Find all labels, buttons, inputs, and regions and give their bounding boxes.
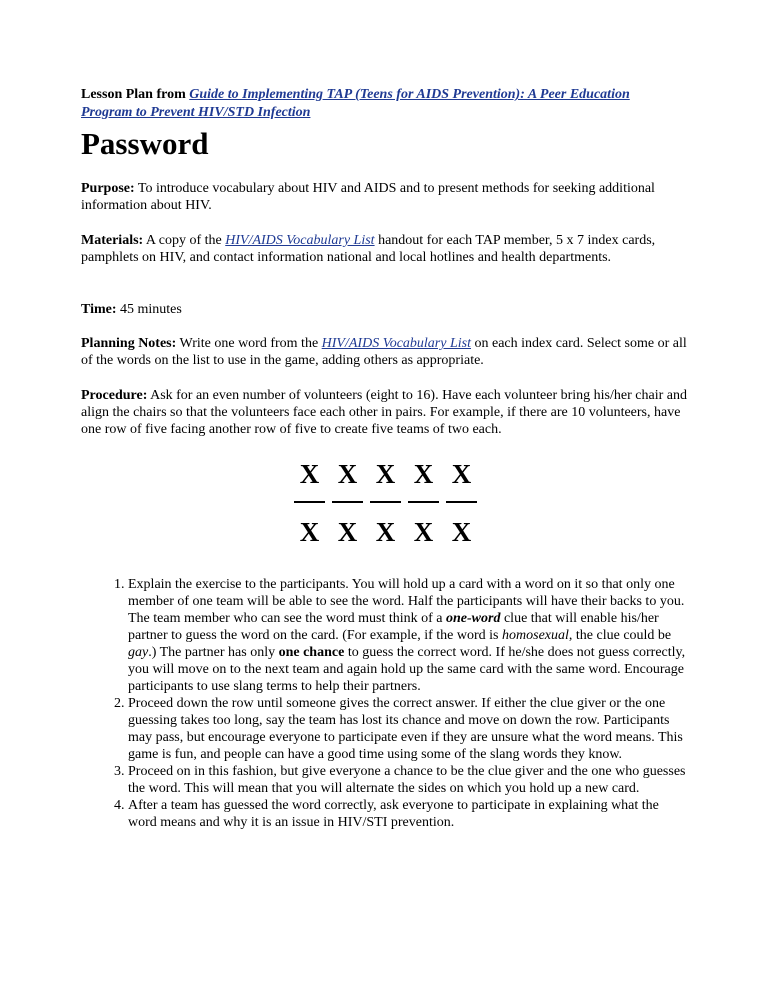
step-4: 4. After a team has guessed the word correctly, ask everyone to participate in explaining what the word means and why it is an issue in HIV/STI prevention. (128, 797, 687, 831)
page-title: Password (81, 126, 209, 161)
seat-x: X (299, 517, 320, 547)
purpose-paragraph: Purpose: To introduce vocabulary about HIV and AIDS and to present methods for seeking additional information about HIV. (81, 181, 655, 213)
seating-diagram (294, 460, 477, 546)
seat-x: X (413, 517, 434, 547)
step-3: 3. Proceed on in this fashion, but give everyone a chance to be the clue giver and the one who guesses the word. This will mean that you will alternate the sides on which you hold up a new card. (128, 763, 687, 797)
planning-notes-paragraph: Planning Notes: Write one word from the HIV/AIDS Vocabulary List on each index card. Select some or all of the words on the list to use in the game, adding others as appropriate. (81, 336, 687, 368)
seat-x: X (337, 517, 358, 547)
seat-x: X (299, 459, 320, 489)
divider-line (332, 501, 363, 518)
seat-x: X (375, 459, 396, 489)
vocabulary-list-link[interactable]: HIV/AIDS Vocabulary List (225, 233, 375, 248)
seating-row-top (294, 460, 477, 488)
seat-x: X (451, 517, 472, 547)
document-page (81, 72, 687, 830)
materials-label: Materials: (81, 233, 144, 248)
materials-paragraph: Materials: A copy of the HIV/AIDS Vocabulary List handout for each TAP member, 5 x 7 index cards, pamphlets on HIV, and contact information national and local hotlines and health departments. (81, 233, 656, 265)
header-prefix: Lesson Plan from (81, 87, 190, 102)
seat-x: X (337, 459, 358, 489)
vocabulary-list-link-2[interactable]: HIV/AIDS Vocabulary List (321, 336, 471, 351)
purpose-label: Purpose: (81, 181, 135, 196)
procedure-paragraph: Procedure: Ask for an even number of volunteers (eight to 16). Have each volunteer bring his/her chair and align the chairs so that the volunteers face each other in pairs. For example, if there are 10 volunteers, have one row of five facing another row of five to create five teams of two each. (81, 388, 687, 437)
seat-x: X (375, 517, 396, 547)
step-1: 1. Explain the exercise to the participants. You will hold up a card with a word on it so that only one member of one team will be able to see the word. Half the participants will have their backs to you. The team member who can see the word must think of a one-word clue that will enable his/her partner to guess the word on the card. (For example, if the word is homosexual, the clue could be gay.) The partner has only one chance to guess the correct word. If he/she does not guess correctly, you will move on to the next team and again hold up the same card with the same word. Encourage participants to use slang terms to help their partners. (128, 576, 687, 695)
procedure-label: Procedure: (81, 388, 148, 403)
step-2: 2. Proceed down the row until someone gives the correct answer. If either the clue giver or the one guessing takes too long, say the team has lost its chance and move on down the row. Participants may pass, but encourage everyone to participate even if they are unsure what the word means. This game is fun, and people can have a good time using some of the slang words they know. (128, 695, 687, 763)
time-paragraph: Time: 45 minutes (81, 302, 182, 317)
time-label: Time: (81, 302, 117, 317)
seat-x: X (451, 459, 472, 489)
planning-notes-label: Planning Notes: (81, 336, 177, 351)
seating-row-bottom (294, 518, 477, 546)
divider-line (446, 501, 477, 518)
guide-link[interactable]: Guide to Implementing TAP (Teens for AIDS Prevention): A Peer Education Program to Prevent HIV/STD Infection (81, 87, 630, 120)
divider-line (370, 501, 401, 518)
seat-x: X (413, 459, 434, 489)
divider-line (294, 501, 325, 518)
lesson-plan-header (81, 86, 687, 122)
seating-divider (294, 488, 477, 518)
divider-line (408, 501, 439, 518)
procedure-steps (81, 576, 687, 831)
